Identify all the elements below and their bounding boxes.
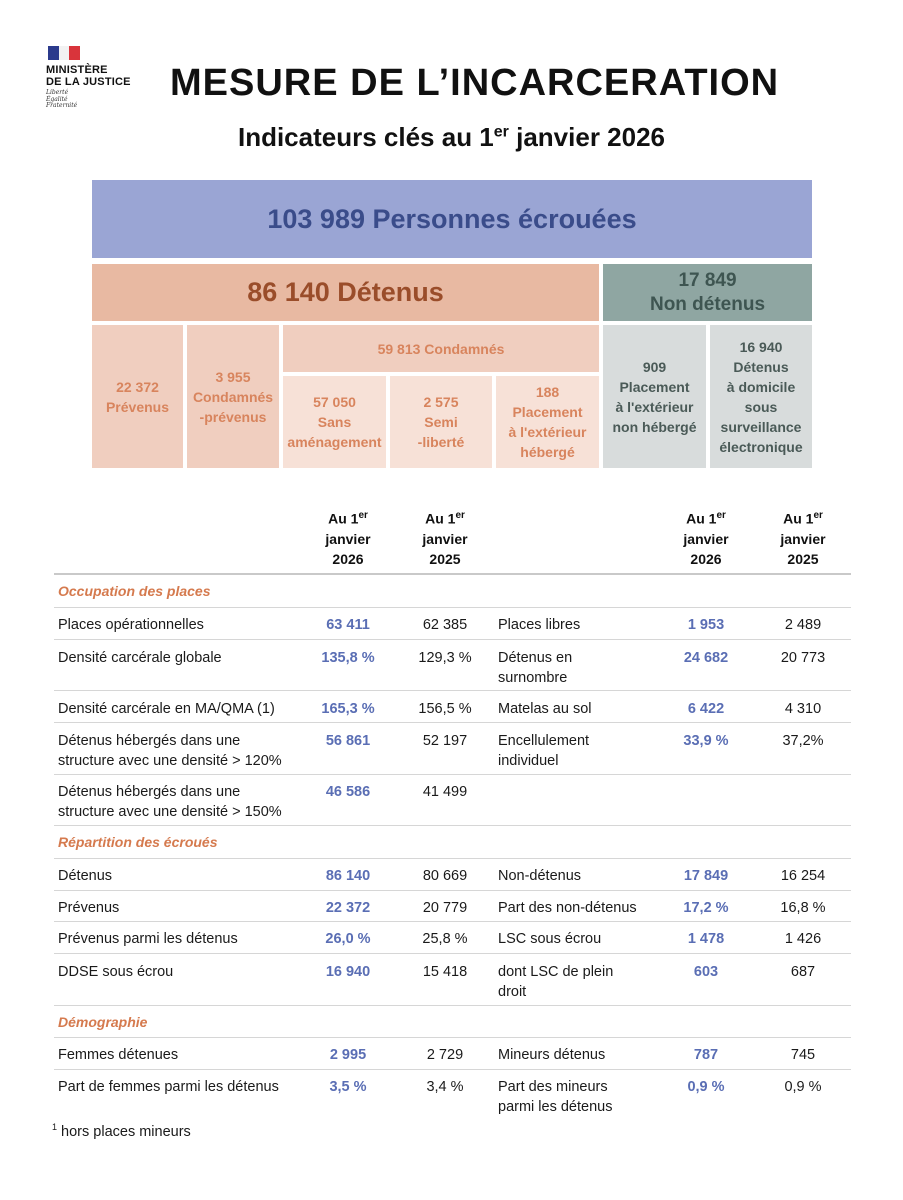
row-left-2025: 52 197 xyxy=(422,733,468,749)
row-right-2026: 33,9 % xyxy=(683,733,729,749)
row-left-label: Densité carcérale en MA/QMA (1) xyxy=(58,701,275,717)
row-right-2026: 603 xyxy=(693,964,719,980)
row-divider xyxy=(54,921,851,922)
row-left-2025: 25,8 % xyxy=(422,931,468,947)
row-left-label: Détenus hébergés dans une structure avec une densité > 150% xyxy=(58,784,282,820)
row-left-2025: 156,5 % xyxy=(418,701,472,717)
row-left-label: Densité carcérale globale xyxy=(58,650,222,666)
row-right-2025: 16,8 % xyxy=(780,900,826,916)
row-right-2025: 20 773 xyxy=(780,650,826,666)
total-ecroues-box: 103 989 Personnes écrouées xyxy=(92,180,812,258)
row-right-2025: 16 254 xyxy=(780,868,826,884)
french-flag-icon xyxy=(48,46,80,60)
row-right-label: Détenus en surnombre xyxy=(498,650,573,686)
row-left-2026: 22 372 xyxy=(325,900,371,916)
row-right-2025: 745 xyxy=(790,1047,816,1063)
condamnes-prevenus-box: 3 955 Condamnés -prévenus xyxy=(187,325,279,468)
row-divider xyxy=(54,953,851,954)
detenus-box: 86 140 Détenus xyxy=(92,264,599,321)
row-left-label: Part de femmes parmi les détenus xyxy=(58,1079,279,1095)
row-right-2025: 1 426 xyxy=(784,931,822,947)
row-divider xyxy=(54,1037,851,1038)
row-left-2026: 46 586 xyxy=(325,784,371,800)
row-right-label: Part des mineurs parmi les détenus xyxy=(498,1079,613,1115)
row-left-2025: 2 729 xyxy=(426,1047,464,1063)
row-right-2025: 0,9 % xyxy=(784,1079,822,1095)
row-right-2025: 37,2% xyxy=(782,733,824,749)
row-left-2026: 2 995 xyxy=(329,1047,367,1063)
page-subtitle: Indicateurs clés au 1er janvier 2026 xyxy=(237,122,666,152)
row-right-2026: 17,2 % xyxy=(683,900,729,916)
row-left-label: Prévenus parmi les détenus xyxy=(58,931,238,947)
section-repartition: Répartition des écroués xyxy=(58,834,218,850)
row-right-2025: 4 310 xyxy=(784,701,822,717)
row-left-label: Détenus xyxy=(58,868,113,884)
row-left-label: Prévenus xyxy=(58,900,120,916)
row-left-2025: 3,4 % xyxy=(426,1079,464,1095)
row-left-2025: 15 418 xyxy=(422,964,468,980)
row-right-label: Encellulement individuel xyxy=(498,733,590,769)
row-left-label: DDSE sous écrou xyxy=(58,964,174,980)
row-right-label: Matelas au sol xyxy=(498,701,592,717)
prevenus-box: 22 372 Prévenus xyxy=(92,325,183,468)
row-divider xyxy=(54,1069,851,1070)
ddse-box: 16 940 Détenus à domicile sous surveillance électronique xyxy=(710,325,812,468)
placement-non-heberge-box: 909 Placement à l'extérieur non hébergé xyxy=(603,325,706,468)
row-right-label: dont LSC de plein droit xyxy=(498,964,614,1000)
row-left-2025: 129,3 % xyxy=(418,650,472,666)
condamnes-box: 59 813 Condamnés xyxy=(283,325,599,372)
row-left-2026: 16 940 xyxy=(325,964,371,980)
section-occupation: Occupation des places xyxy=(58,583,211,599)
header-right-2026: Au 1er janvier 2026 xyxy=(683,510,729,567)
header-right-2025: Au 1er janvier 2025 xyxy=(780,510,826,567)
row-left-2026: 135,8 % xyxy=(321,650,375,666)
row-right-2026: 6 422 xyxy=(687,701,725,717)
row-left-2025: 20 779 xyxy=(422,900,468,916)
row-left-2026: 56 861 xyxy=(325,733,371,749)
row-left-2025: 62 385 xyxy=(422,617,468,633)
row-right-2025: 687 xyxy=(790,964,816,980)
row-left-label: Femmes détenues xyxy=(58,1047,179,1063)
row-divider xyxy=(54,858,851,859)
row-divider xyxy=(54,722,851,723)
row-right-2026: 787 xyxy=(693,1047,719,1063)
row-right-label: Places libres xyxy=(498,617,581,633)
row-left-2026: 26,0 % xyxy=(325,931,371,947)
section-demographie: Démographie xyxy=(58,1014,148,1030)
footnote: $^1$ hors places mineurs xyxy=(52,1122,191,1140)
header-divider xyxy=(54,573,851,575)
row-divider xyxy=(54,607,851,608)
row-right-2026: 17 849 xyxy=(683,868,729,884)
row-divider xyxy=(54,639,851,640)
row-left-2026: 86 140 xyxy=(325,868,371,884)
row-right-2026: 24 682 xyxy=(683,650,729,666)
row-right-label: LSC sous écrou xyxy=(498,931,602,947)
ministry-motto: Liberté Égalité Fraternité xyxy=(46,89,78,109)
non-detenus-box: 17 849 Non détenus xyxy=(603,264,812,321)
page-title: MESURE DE L’INCARCERATION xyxy=(170,62,780,104)
row-right-2026: 1 953 xyxy=(687,617,725,633)
row-divider xyxy=(54,690,851,691)
sans-amenagement-box: 57 050 Sans aménagement xyxy=(283,376,386,468)
row-divider xyxy=(54,1005,851,1006)
row-divider xyxy=(54,825,851,826)
row-right-2026: 1 478 xyxy=(687,931,725,947)
row-right-2026: 0,9 % xyxy=(687,1079,725,1095)
row-left-2026: 3,5 % xyxy=(329,1079,367,1095)
row-divider xyxy=(54,774,851,775)
row-left-2025: 41 499 xyxy=(422,784,468,800)
row-left-2026: 63 411 xyxy=(326,617,370,633)
header-left-2025: Au 1er janvier 2025 xyxy=(422,510,468,567)
header-left-2026: Au 1er janvier 2026 xyxy=(325,510,371,567)
row-left-2026: 165,3 % xyxy=(321,701,375,717)
row-divider xyxy=(54,890,851,891)
row-right-label: Part des non-détenus xyxy=(498,900,637,916)
ministry-name: MINISTÈRE DE LA JUSTICE xyxy=(46,64,131,88)
row-left-label: Places opérationnelles xyxy=(58,617,204,633)
row-left-label: Détenus hébergés dans une structure avec une densité > 120% xyxy=(58,733,282,769)
row-left-2025: 80 669 xyxy=(422,868,468,884)
semi-liberte-box: 2 575 Semi -liberté xyxy=(390,376,492,468)
placement-heberge-box: 188 Placement à l'extérieur hébergé xyxy=(496,376,599,468)
row-right-label: Non-détenus xyxy=(498,868,582,884)
row-right-label: Mineurs détenus xyxy=(498,1047,606,1063)
ministry-logo xyxy=(46,46,146,110)
row-right-2025: 2 489 xyxy=(784,617,822,633)
